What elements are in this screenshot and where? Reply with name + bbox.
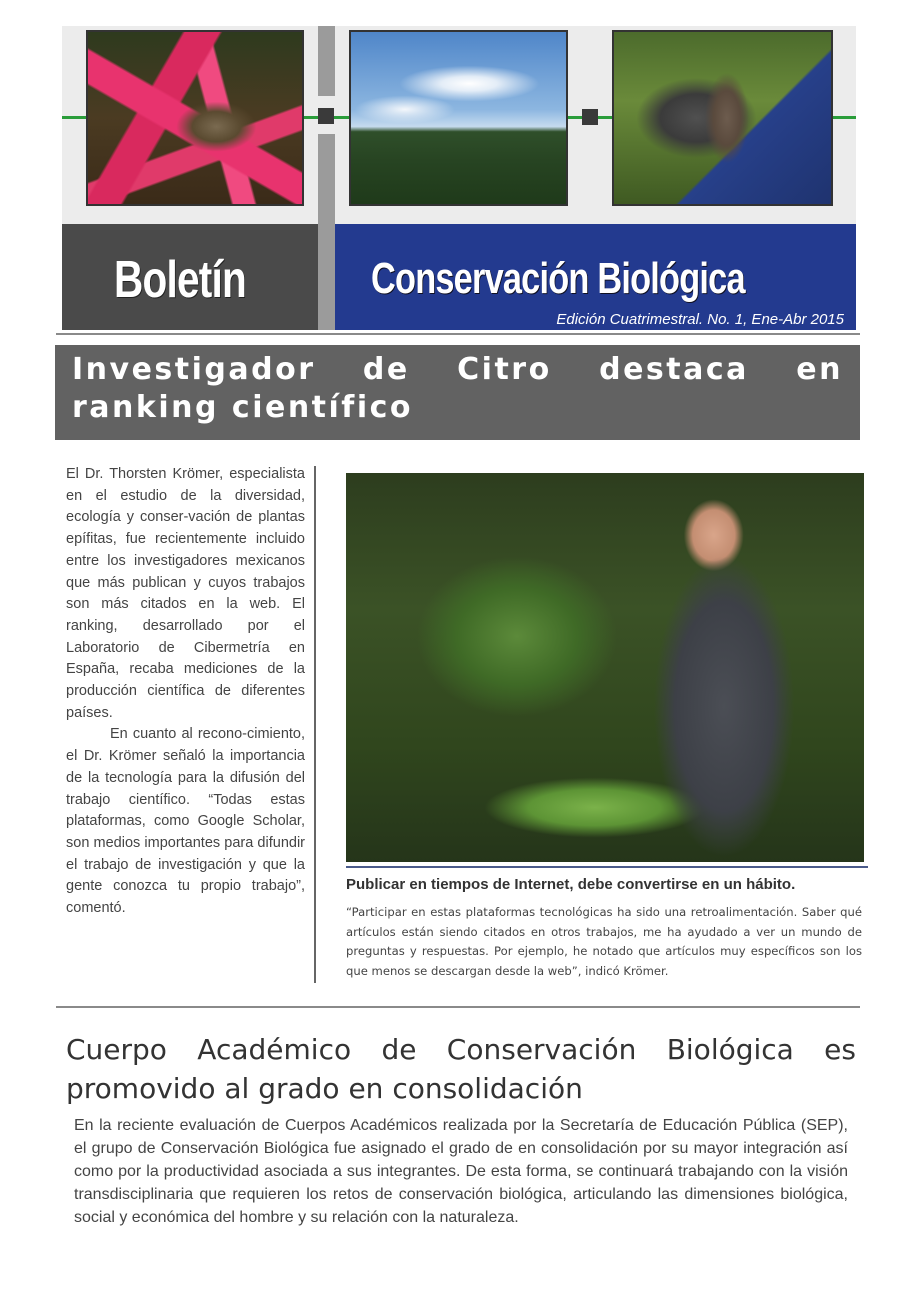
article-body: En la reciente evaluación de Cuerpos Académicos realizada por la Secretaría de Educación Pública (SEP), el grupo de Conservación Biológica fue asignado el grado de en consolidación por su mayor integración así como por la productividad asociada a sus integrantes. De esta forma, se continuará trabajando con la visión transdisciplinaria que requieren los retos de conservación biológica, articulando las dimensiones biológica, social y económica del hombre y su relación con la naturaleza.	[74, 1117, 848, 1226]
article-paragraph: El Dr. Thorsten Krömer, especialista en el estudio de la diversidad, ecología y conser-vación de plantas epífitas, fue recientemente incluido entre los investigadores mexicanos que más publican y cuyos trabajos son más citados en la web. El ranking, desarrollado por el Laboratorio de Cibermetría en España, recaba mediciones de la producción científica de diferentes países.	[66, 466, 305, 721]
caption-title: Publicar en tiempos de Internet, debe convertirse en un hábito.	[346, 876, 796, 893]
divider	[56, 1006, 860, 1008]
researcher-in-forest-photo	[346, 473, 864, 862]
article-body	[66, 464, 305, 920]
article-paragraph: En cuanto al recono-cimiento, el Dr. Krömer señaló la importancia de la tecnología para la difusión del trabajo científico. “Todas estas plataformas, como Google Scholar, son medios importantes para difundir el trabajo de investigación y que la gente conozca tu propio trabajo”, comentó.	[66, 726, 305, 917]
column-divider	[314, 466, 316, 983]
newsletter-subtitle: Conservación Biológica	[371, 254, 745, 303]
mouse-in-hand-photo	[612, 30, 833, 206]
connector-square	[318, 108, 334, 124]
divider	[56, 333, 860, 335]
mountain-forest-photo	[349, 30, 568, 206]
title-block-right	[335, 224, 856, 330]
article-headline: Investigador de Citro destaca en ranking científico	[72, 352, 843, 425]
edition-info: Edición Cuatrimestral. No. 1, Ene-Abr 2015	[556, 311, 844, 328]
title-block-left	[62, 224, 318, 330]
header-divider-bar	[318, 26, 335, 96]
photo-underline	[346, 866, 868, 868]
connector-square	[582, 109, 598, 125]
header-divider-bar	[318, 134, 335, 330]
headline-banner	[55, 345, 860, 440]
newsletter-title: Boletín	[114, 251, 246, 309]
caption-quote: “Participar en estas plataformas tecnológicas ha sido una retroalimentación. Saber qué artículos están siendo citados en otros trabajos, me ha ayudado a ver un mundo de preguntas y respuestas. Por ejemplo, he notado que artículos muy específicos son los que menos se descargan desde la web”, indicó Krömer.	[346, 905, 862, 978]
bromeliad-photo	[86, 30, 304, 206]
article-headline: Cuerpo Académico de Conservación Biológica es promovido al grado en consolidación	[66, 1033, 856, 1105]
